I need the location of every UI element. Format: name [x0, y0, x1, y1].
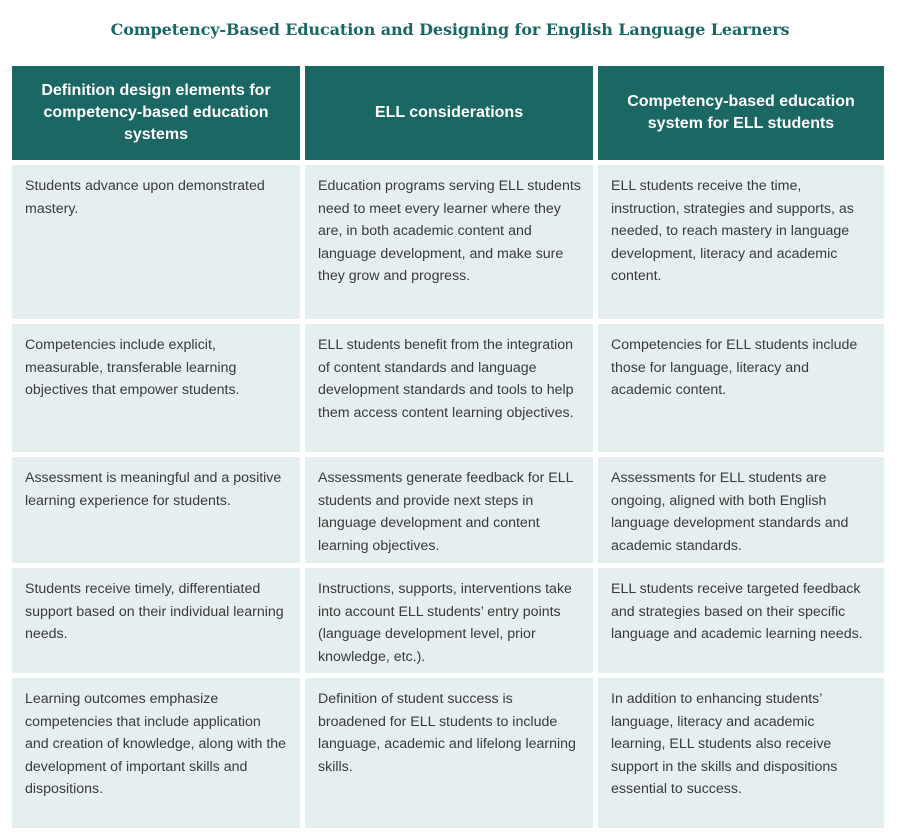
table-cell: In addition to enhancing students’ language, literacy and academic learning, ELL students also receive support in the skills and dispositions essential to success.	[598, 678, 884, 828]
table-cell: Instructions, supports, interventions take into account ELL students’ entry points (language development level, prior knowledge, etc.).	[305, 568, 593, 673]
table-cell: Assessments generate feedback for ELL students and provide next steps in language development and content learning objectives.	[305, 457, 593, 563]
page-title: Competency-Based Education and Designing for English Language Learners	[110, 20, 790, 39]
table-cell: ELL students receive targeted feedback and strategies based on their specific language and academic learning needs.	[598, 568, 884, 673]
header-col-2: ELL considerations	[305, 66, 593, 160]
table-cell: Assessments for ELL students are ongoing, aligned with both English language development standards and academic standards.	[598, 457, 884, 563]
table-cell: Students advance upon demonstrated mastery.	[12, 165, 300, 319]
table-cell: ELL students benefit from the integration of content standards and language development standards and tools to help them access content learning objectives.	[305, 324, 593, 452]
header-col-3: Competency-based education system for ELL students	[598, 66, 884, 160]
table-cell: Students receive timely, differentiated support based on their individual learning needs.	[12, 568, 300, 673]
table-cell: Competencies include explicit, measurable, transferable learning objectives that empower students.	[12, 324, 300, 452]
table-cell: Education programs serving ELL students need to meet every learner where they are, in both academic content and language development, and make sure they grow and progress.	[305, 165, 593, 319]
table-cell: Competencies for ELL students include those for language, literacy and academic content.	[598, 324, 884, 452]
table-cell: Definition of student success is broadened for ELL students to include language, academic and lifelong learning skills.	[305, 678, 593, 828]
header-col-1: Definition design elements for competency-based education systems	[12, 66, 300, 160]
table-cell: Learning outcomes emphasize competencies that include application and creation of knowledge, along with the development of important skills and dispositions.	[12, 678, 300, 828]
table-cell: ELL students receive the time, instruction, strategies and supports, as needed, to reach mastery in language development, literacy and academic content.	[598, 165, 884, 319]
table-cell: Assessment is meaningful and a positive learning experience for students.	[12, 457, 300, 563]
competency-table	[12, 66, 884, 828]
